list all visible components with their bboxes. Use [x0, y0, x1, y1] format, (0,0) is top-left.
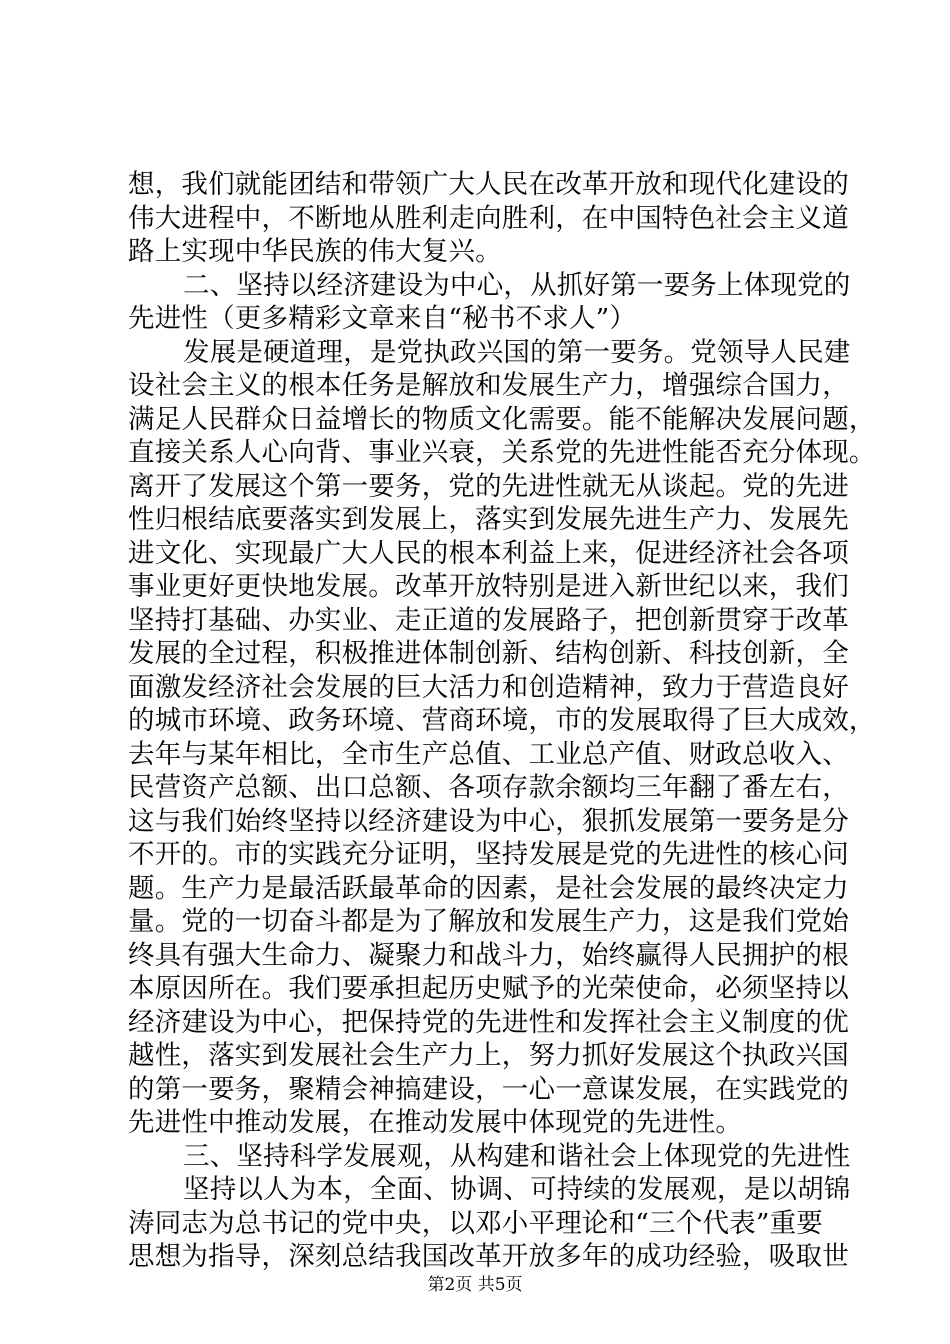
- text-line: 终具有强大生命力、凝聚力和战斗力，始终赢得人民拥护的根: [128, 939, 849, 971]
- text-line: 发展是硬道理，是党执政兴国的第一要务。党领导人民建: [183, 336, 851, 368]
- text-line: 不开的。市的实践充分证明，坚持发展是党的先进性的核心问: [128, 839, 849, 870]
- text-line: 二、坚持以经济建设为中心，从抓好第一要务上体现党的: [183, 269, 851, 301]
- text-line: 离开了发展这个第一要务，党的先进性就无从谈起。党的先进: [128, 470, 849, 502]
- text-line: 直接关系人心向背、事业兴衰，关系党的先进性能否充分体现。: [128, 437, 876, 468]
- text-line: 这与我们始终坚持以经济建设为中心，狠抓发展第一要务是分: [128, 805, 849, 837]
- text-line: 去年与某年相比，全市生产总值、工业总产值、财政总收入、: [128, 738, 849, 770]
- text-line: 三、坚持科学发展观，从构建和谐社会上体现党的先进性: [183, 1140, 851, 1172]
- text-line: 发展的全过程，积极推进体制创新、结构创新、科技创新，全: [128, 638, 849, 669]
- document-body: [128, 168, 876, 1274]
- text-line: 越性，落实到发展社会生产力上，努力抓好发展这个执政兴国: [128, 1040, 849, 1071]
- text-line: 思想为指导，深刻总结我国改革开放多年的成功经验，吸取世: [128, 1241, 849, 1272]
- page-footer: 第2页 共5页: [427, 1275, 523, 1295]
- text-line: 经济建设为中心，把保持党的先进性和发挥社会主义制度的优: [128, 1006, 849, 1038]
- text-line: 满足人民群众日益增长的物质文化需要。能不能解决发展问题，: [128, 403, 876, 435]
- text-line: 伟大进程中，不断地从胜利走向胜利，在中国特色社会主义道: [128, 202, 849, 234]
- text-line: 先进性（更多精彩文章来自“秘书不求人”）: [128, 303, 637, 334]
- text-line: 进文化、实现最广大人民的根本利益上来，促进经济社会各项: [128, 537, 849, 569]
- text-line: 路上实现中华民族的伟大复兴。: [128, 236, 502, 267]
- text-line: 性归根结底要落实到发展上，落实到发展先进生产力、发展先: [128, 504, 849, 535]
- text-line: 坚持以人为本，全面、协调、可持续的发展观，是以胡锦: [183, 1174, 851, 1205]
- text-line: 民营资产总额、出口总额、各项存款余额均三年翻了番左右，: [128, 772, 849, 803]
- text-line: 想，我们就能团结和带领广大人民在改革开放和现代化建设的: [128, 169, 849, 200]
- text-line: 题。生产力是最活跃最革命的因素，是社会发展的最终决定力: [128, 872, 849, 904]
- text-line: 先进性中推动发展，在推动发展中体现党的先进性。: [128, 1107, 743, 1138]
- text-line: 量。党的一切奋斗都是为了解放和发展生产力，这是我们党始: [128, 906, 849, 937]
- text-line: 的第一要务，聚精会神搞建设，一心一意谋发展，在实践党的: [128, 1073, 849, 1105]
- text-line: 的城市环境、政务环境、营商环境，市的发展取得了巨大成效，: [128, 705, 876, 736]
- text-line: 事业更好更快地发展。改革开放特别是进入新世纪以来，我们: [128, 571, 849, 602]
- text-line: 设社会主义的根本任务是解放和发展生产力，增强综合国力，: [128, 370, 849, 401]
- text-line: 坚持打基础、办实业、走正道的发展路子，把创新贯穿于改革: [128, 604, 849, 636]
- text-line: 涛同志为总书记的党中央，以邓小平理论和“三个代表”重要: [128, 1207, 823, 1239]
- text-line: 本原因所在。我们要承担起历史赋予的光荣使命，必须坚持以: [128, 973, 849, 1004]
- text-line: 面激发经济社会发展的巨大活力和创造精神，致力于营造良好: [128, 671, 849, 703]
